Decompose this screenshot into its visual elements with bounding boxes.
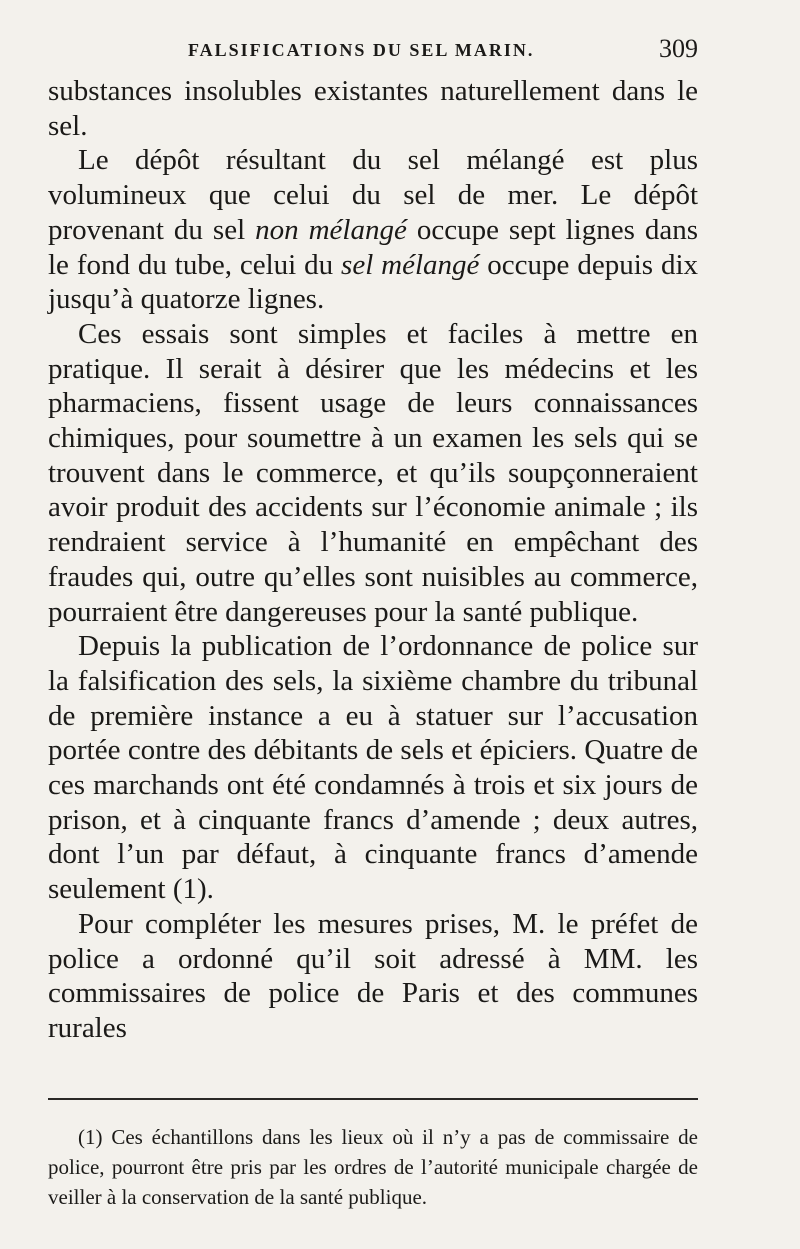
- footnote-rule: [48, 1098, 698, 1100]
- italic-text: sel mélangé: [341, 248, 480, 281]
- paragraph-ordinance: Depuis la publication de l’ordonnance de police sur la falsification des sels, la sixième chambre du tribunal de première instance a eu à statuer sur l’accusation portée contre des débitants de sels et épiciers. Quatre de ces marchands ont été condamnés à trois et six jours de prison, et à cinquante francs d’amende ; deux autres, dont l’un par défaut, à cinquante francs d’amende seulement (1).: [48, 630, 698, 906]
- paragraph-tests: Ces essais sont simples et faciles à mettre en pratique. Il serait à désirer que les médecins et les pharmaciens, fissent usage de leurs connaissances chimiques, pour soumettre à un examen les sels qui se trouvent dans le commerce, et qu’ils soupçonneraient avoir produit des accidents sur l’économie animale ; ils rendraient service à l’humanité en empêchant des fraudes qui, outre qu’elles sont nuisibles au commerce, pourraient être dangereuses pour la santé publique.: [48, 317, 698, 628]
- page-number: 309: [659, 34, 698, 63]
- paragraph-continuation: substances insolubles existantes naturellement dans le sel.: [48, 75, 698, 142]
- paragraph-text: occupe sept lignes dans le fond du tube, celui du: [48, 213, 699, 281]
- paragraph-text: occupe depuis dix jusqu’à quatorze lignes.: [48, 248, 698, 316]
- paragraph-deposit: [48, 143, 698, 317]
- footnote: [48, 1122, 698, 1212]
- page-header: [48, 34, 698, 74]
- paragraph-text: Le dépôt résultant du sel mélangé est plus volumineux que celui du sel de mer. Le dépôt provenant du sel: [48, 144, 698, 246]
- italic-text: non mélangé: [255, 213, 407, 246]
- footnote-text: (1) Ces échantillons dans les lieux où il n’y a pas de commissaire de police, pourront être pris par les ordres de l’autorité municipale chargée de veiller à la conservation de la santé publique.: [48, 1125, 698, 1209]
- running-title: FALSIFICATIONS DU SEL MARIN.: [188, 40, 535, 60]
- paragraph-measures: Pour compléter les mesures prises, M. le préfet de police a ordonné qu’il soit adressé à MM. les commissaires de police de Paris et des communes rurales: [48, 907, 698, 1044]
- page-body: [48, 74, 698, 1046]
